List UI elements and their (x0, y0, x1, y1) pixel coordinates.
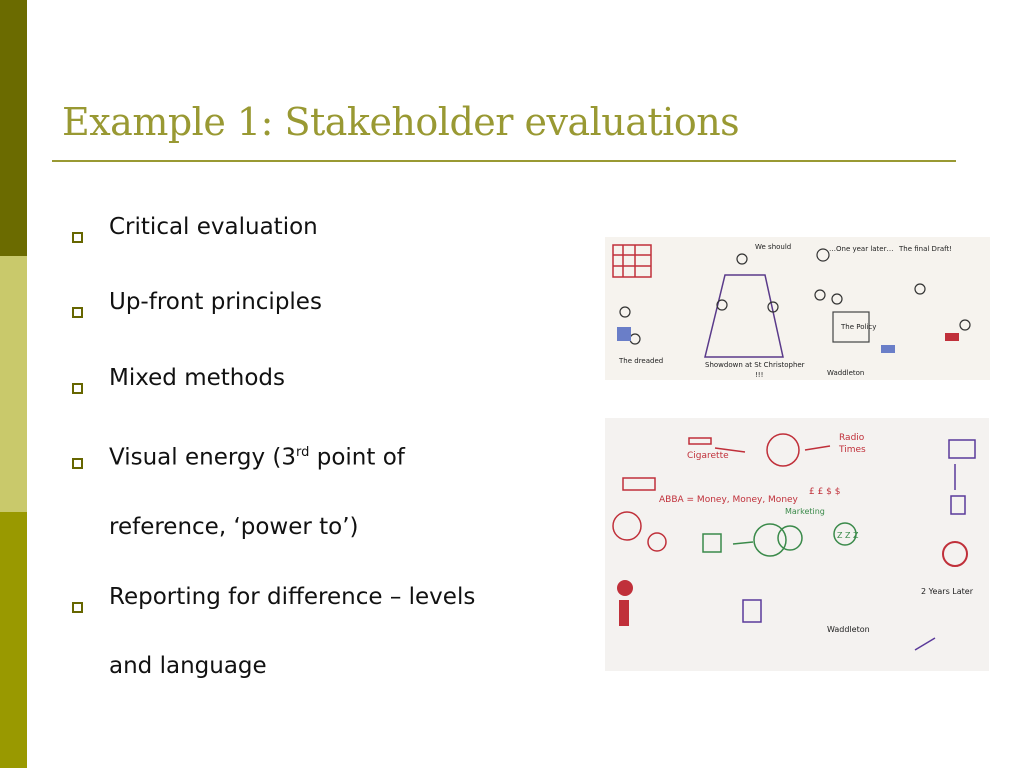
bullet-text-part: point of (309, 444, 405, 471)
svg-text:Radio: Radio (839, 433, 865, 443)
slide-title: Example 1: Stakeholder evaluations (62, 100, 740, 144)
bullet-text: Critical evaluation (109, 214, 318, 240)
bullet-square-icon (72, 383, 83, 394)
abba-mindmap-drawing (605, 418, 989, 671)
bullet-item (72, 585, 475, 678)
svg-text:The Policy: The Policy (841, 323, 877, 331)
svg-text:The dreaded: The dreaded (619, 357, 664, 365)
svg-text:We should: We should (755, 243, 792, 251)
storyboard-sketch (605, 237, 990, 380)
title-divider (52, 160, 956, 162)
svg-text:!!!: !!! (755, 371, 764, 379)
bullet-square-icon (72, 232, 83, 243)
sidebar-block-light (0, 256, 27, 512)
svg-text:The final Draft!: The final Draft! (899, 245, 952, 253)
sidebar-stripe (0, 0, 27, 768)
bullet-item (72, 290, 322, 314)
bullet-text (109, 441, 405, 470)
bullet-text: Mixed methods (109, 365, 286, 391)
svg-text:Waddleton: Waddleton (827, 369, 865, 377)
svg-text:…One year later…: …One year later… (829, 245, 894, 253)
svg-text:2 Years Later: 2 Years Later (921, 587, 973, 596)
bullet-item (72, 441, 405, 539)
bullet-item (72, 366, 285, 390)
bullet-square-icon (72, 602, 83, 613)
svg-text:Showdown at St Christopher: Showdown at St Christopher (705, 361, 805, 369)
bullet-text: Up-front principles (109, 289, 322, 315)
bullet-text: Reporting for difference – levels (109, 584, 476, 610)
bullet-text-continued: reference, ‘power to’) (109, 513, 359, 540)
bullet-square-icon (72, 307, 83, 318)
policy-storyboard-drawing (605, 237, 990, 380)
svg-text:Times: Times (839, 445, 866, 455)
superscript: rd (296, 445, 310, 460)
svg-text:£ £ $ $: £ £ $ $ (809, 487, 841, 497)
sidebar-block-olive (0, 512, 27, 768)
bullet-text-part: Visual energy (3 (109, 444, 297, 471)
svg-text:Marketing: Marketing (785, 507, 825, 516)
bullet-item (72, 215, 318, 239)
bullet-text-continued: and language (109, 653, 267, 679)
svg-text:Waddleton: Waddleton (827, 625, 870, 634)
svg-text:ABBA = Money, Money, Money: ABBA = Money, Money, Money (659, 495, 798, 505)
bullet-square-icon (72, 458, 83, 469)
svg-text:Cigarette: Cigarette (687, 451, 729, 461)
svg-text:Z Z Z: Z Z Z (837, 531, 859, 540)
sidebar-block-dark (0, 0, 27, 256)
mindmap-sketch (605, 418, 989, 671)
